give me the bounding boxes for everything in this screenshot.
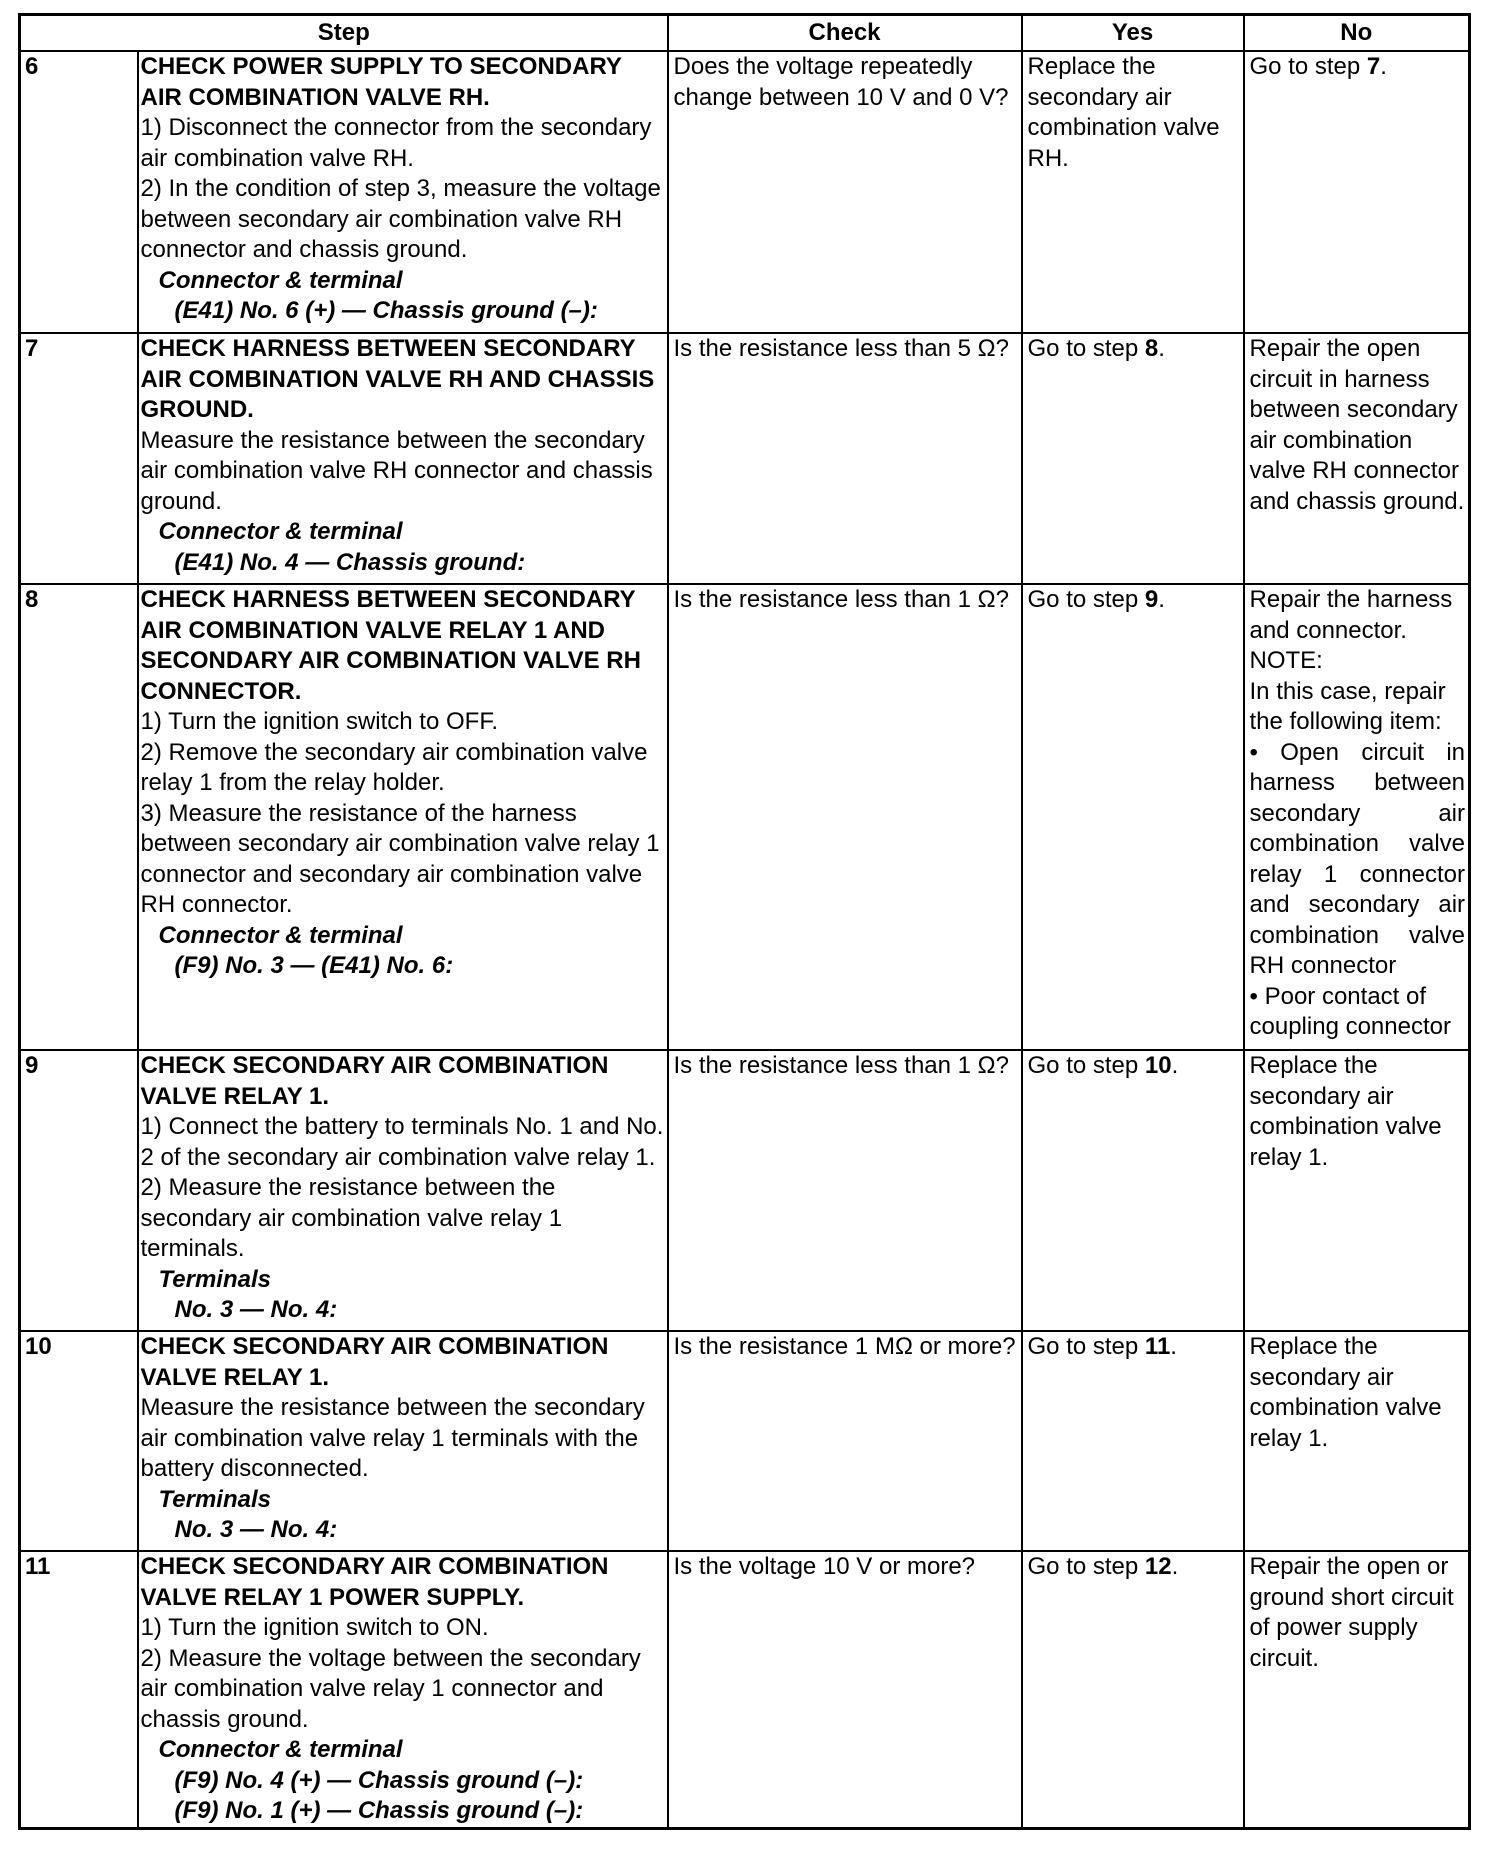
header-no: No bbox=[1244, 15, 1470, 52]
step-reference: 10 bbox=[1144, 1052, 1172, 1079]
no-cell bbox=[1244, 584, 1470, 1050]
step-number: 6 bbox=[20, 51, 138, 333]
yes-cell bbox=[1022, 1050, 1244, 1331]
terminals-value: No. 3 — No. 4: bbox=[174, 1516, 338, 1543]
step-instruction: 3) Measure the resistance of the harness between secondary air combination valve relay 1 connector and secondary air combination valve RH connector. bbox=[140, 799, 660, 918]
yes-end: . bbox=[1158, 586, 1165, 613]
check-cell: Is the voltage 10 V or more? bbox=[668, 1551, 1022, 1828]
no-cell: Replace the secondary air combination valve relay 1. bbox=[1244, 1331, 1470, 1551]
step-number: 10 bbox=[20, 1331, 138, 1551]
step-reference: 11 bbox=[1144, 1333, 1171, 1360]
table-row bbox=[20, 1331, 1470, 1551]
connector-value: (F9) No. 4 (+) — Chassis ground (–): bbox=[174, 1766, 584, 1794]
connector-label: Connector & terminal bbox=[158, 266, 403, 294]
step-title: CHECK SECONDARY AIR COMBINATION VALVE RELAY 1. bbox=[140, 1052, 609, 1110]
step-instruction: 2) In the condition of step 3, measure the voltage between secondary air combination valve RH connector and chassis ground. bbox=[140, 175, 661, 263]
step-number: 9 bbox=[20, 1050, 138, 1331]
step-instruction: 2) Measure the voltage between the secondary air combination valve relay 1 connector and chassis ground. bbox=[140, 1644, 641, 1733]
step-instruction: 2) Remove the secondary air combination valve relay 1 from the relay holder. bbox=[140, 738, 648, 796]
step-description bbox=[138, 1331, 668, 1551]
step-instruction: 1) Disconnect the connector from the secondary air combination valve RH. bbox=[140, 114, 652, 172]
no-cell: Repair the open or ground short circuit of power supply circuit. bbox=[1244, 1551, 1470, 1828]
no-cell bbox=[1244, 51, 1470, 333]
step-title: CHECK SECONDARY AIR COMBINATION VALVE RELAY 1. bbox=[140, 1333, 609, 1391]
step-reference: 8 bbox=[1144, 335, 1159, 362]
table-row bbox=[20, 51, 1470, 333]
no-end: . bbox=[1380, 53, 1387, 80]
note-bullet: • Open circuit in harness between secondary air combination valve relay 1 connector and secondary air combination valve RH connector bbox=[1249, 738, 1466, 979]
header-yes: Yes bbox=[1022, 15, 1244, 52]
step-instruction: 1) Turn the ignition switch to OFF. bbox=[140, 708, 498, 735]
connector-value: (E41) No. 4 — Chassis ground: bbox=[174, 548, 526, 576]
yes-cell: Replace the secondary air combination valve RH. bbox=[1022, 51, 1244, 333]
step-title: CHECK HARNESS BETWEEN SECONDARY AIR COMBINATION VALVE RELAY 1 AND SECONDARY AIR COMBINATION VALVE RH CONNECTOR. bbox=[140, 586, 641, 705]
note-bullet: • Poor contact of coupling connector bbox=[1249, 982, 1451, 1040]
check-cell: Is the resistance less than 1 Ω? bbox=[668, 584, 1022, 1050]
step-reference: 12 bbox=[1144, 1553, 1172, 1580]
yes-cell bbox=[1022, 1551, 1244, 1828]
note-label: NOTE: bbox=[1249, 647, 1323, 674]
connector-value: (F9) No. 1 (+) — Chassis ground (–): bbox=[174, 1797, 584, 1824]
connector-label: Connector & terminal bbox=[158, 518, 403, 545]
no-cell: Repair the open circuit in harness between secondary air combination valve RH connector and chassis ground. bbox=[1244, 333, 1470, 584]
check-cell: Is the resistance 1 MΩ or more? bbox=[668, 1331, 1022, 1551]
connector-value: (E41) No. 6 (+) — Chassis ground (–): bbox=[174, 297, 598, 324]
terminals-value: No. 3 — No. 4: bbox=[174, 1296, 338, 1323]
no-cell: Replace the secondary air combination valve relay 1. bbox=[1244, 1050, 1470, 1331]
step-description bbox=[138, 51, 668, 333]
table-row bbox=[20, 1551, 1470, 1828]
step-title: CHECK SECONDARY AIR COMBINATION VALVE RELAY 1 POWER SUPPLY. bbox=[140, 1553, 609, 1611]
step-instruction: 1) Turn the ignition switch to ON. bbox=[140, 1614, 489, 1641]
step-description bbox=[138, 1551, 668, 1828]
yes-cell bbox=[1022, 333, 1244, 584]
table-row bbox=[20, 1050, 1470, 1331]
diagnostic-table bbox=[18, 13, 1471, 1830]
step-number: 11 bbox=[20, 1551, 138, 1828]
step-instruction: 1) Connect the battery to terminals No. 1 and No. 2 of the secondary air combination valve relay 1. bbox=[140, 1113, 664, 1171]
step-instruction: 2) Measure the resistance between the secondary air combination valve relay 1 terminals. bbox=[140, 1174, 563, 1262]
step-title: CHECK HARNESS BETWEEN SECONDARY AIR COMBINATION VALVE RH AND CHASSIS GROUND. bbox=[140, 335, 655, 423]
yes-end: . bbox=[1158, 335, 1165, 362]
yes-text: Go to step bbox=[1027, 1553, 1145, 1580]
header-step: Step bbox=[20, 15, 668, 52]
header-row bbox=[20, 15, 1470, 52]
step-description bbox=[138, 1050, 668, 1331]
yes-end: . bbox=[1171, 1052, 1179, 1079]
no-text: Repair the harness and connector. bbox=[1249, 586, 1453, 644]
no-text: Go to step bbox=[1249, 53, 1367, 80]
check-cell: Is the resistance less than 1 Ω? bbox=[668, 1050, 1022, 1331]
step-instruction: Measure the resistance between the secondary air combination valve relay 1 terminals with the battery disconnected. bbox=[140, 1394, 645, 1482]
table-row bbox=[20, 333, 1470, 584]
yes-cell bbox=[1022, 1331, 1244, 1551]
yes-end: . bbox=[1171, 1553, 1179, 1580]
header-check: Check bbox=[668, 15, 1022, 52]
connector-label: Connector & terminal bbox=[158, 921, 403, 949]
yes-text: Go to step bbox=[1027, 586, 1145, 613]
terminals-label: Terminals bbox=[158, 1485, 271, 1513]
connector-value: (F9) No. 3 — (E41) No. 6: bbox=[174, 952, 454, 979]
table-row bbox=[20, 584, 1470, 1050]
yes-text: Go to step bbox=[1027, 1333, 1145, 1360]
step-description bbox=[138, 333, 668, 584]
step-description bbox=[138, 584, 668, 1050]
yes-cell bbox=[1022, 584, 1244, 1050]
step-number: 7 bbox=[20, 333, 138, 584]
step-reference: 9 bbox=[1144, 586, 1159, 613]
connector-label: Connector & terminal bbox=[158, 1736, 403, 1763]
yes-end: . bbox=[1170, 1333, 1177, 1360]
yes-text: Go to step bbox=[1027, 1052, 1145, 1079]
step-reference: 7 bbox=[1366, 53, 1381, 80]
step-number: 8 bbox=[20, 584, 138, 1050]
note-text: In this case, repair the following item: bbox=[1249, 677, 1446, 735]
step-title: CHECK POWER SUPPLY TO SECONDARY AIR COMBINATION VALVE RH. bbox=[140, 53, 622, 111]
terminals-label: Terminals bbox=[158, 1265, 271, 1293]
check-cell: Is the resistance less than 5 Ω? bbox=[668, 333, 1022, 584]
yes-text: Go to step bbox=[1027, 335, 1145, 362]
check-cell: Does the voltage repeatedly change between 10 V and 0 V? bbox=[668, 51, 1022, 333]
step-instruction: Measure the resistance between the secondary air combination valve RH connector and chassis ground. bbox=[140, 426, 653, 515]
